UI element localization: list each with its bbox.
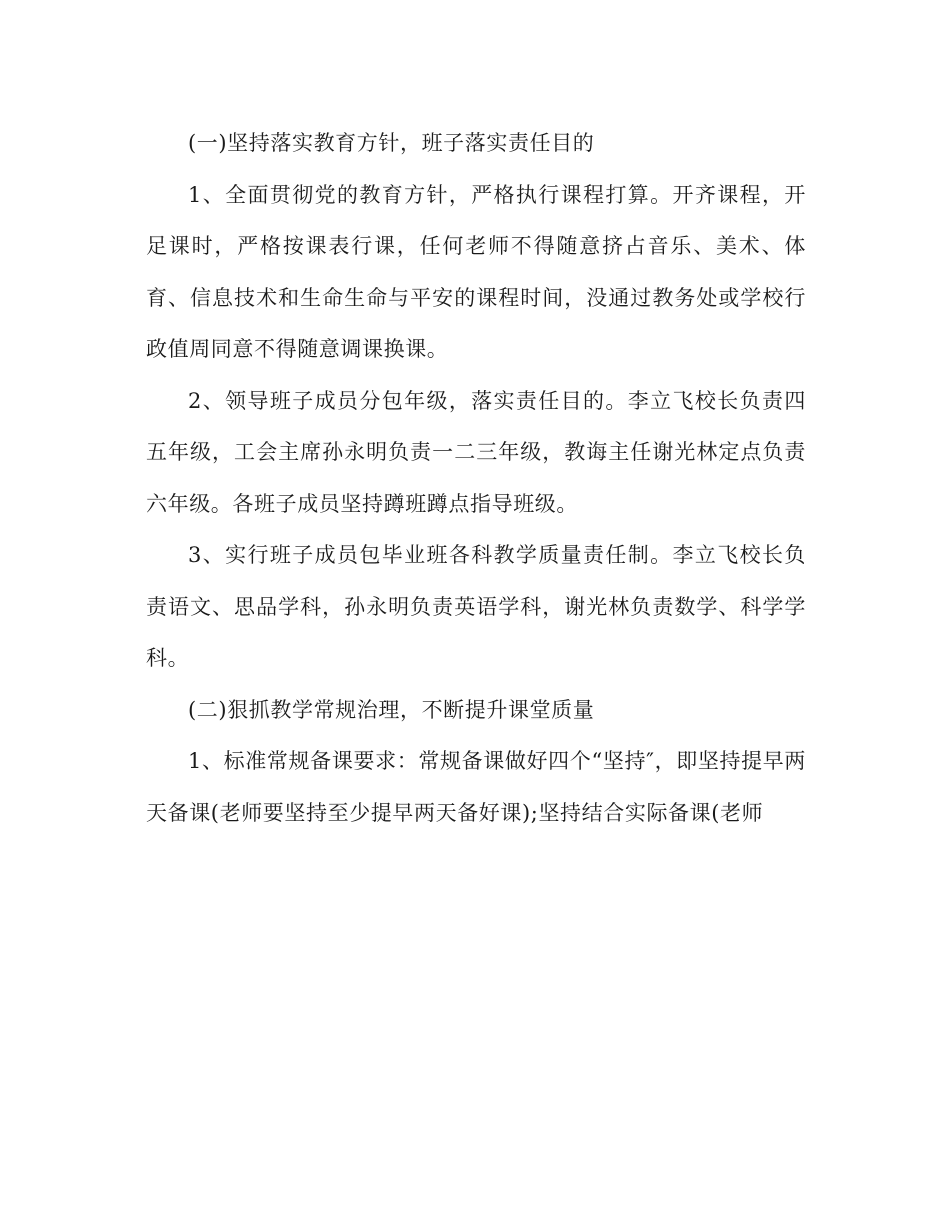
paragraph-item-3: 3、实行班子成员包毕业班各科教学质量责任制。李立飞校长负责语文、思品学科，孙永明负责英语学科，谢光林负责数学、科学学科。 xyxy=(146,543,806,670)
paragraph-item-1: 1、全面贯彻党的教育方针，严格执行课程打算。开齐课程，开足课时，严格按课表行课，任何老师不得随意挤占音乐、美术、体育、信息技术和生命生命与平安的课程时间，没通过教务处或学校行政值周同意不得随意调课换课。 xyxy=(146,182,806,361)
section-heading-2: (二)狠抓教学常规治理，不断提升课堂质量 xyxy=(188,697,595,722)
paragraph-item-4: 1、标准常规备课要求：常规备课做好四个“坚持″，即坚持提早两天备课(老师要坚持至少提早两天备好课);坚持结合实际备课(老师 xyxy=(146,749,806,825)
paragraph-item-2: 2、领导班子成员分包年级，落实责任目的。李立飞校长负责四五年级，工会主席孙永明负责一二三年级，教诲主任谢光林定点负责六年级。各班子成员坚持蹲班蹲点指导班级。 xyxy=(146,388,806,516)
document-body xyxy=(146,118,806,839)
section-heading-1: (一)坚持落实教育方针，班子落实责任目的 xyxy=(188,131,595,155)
